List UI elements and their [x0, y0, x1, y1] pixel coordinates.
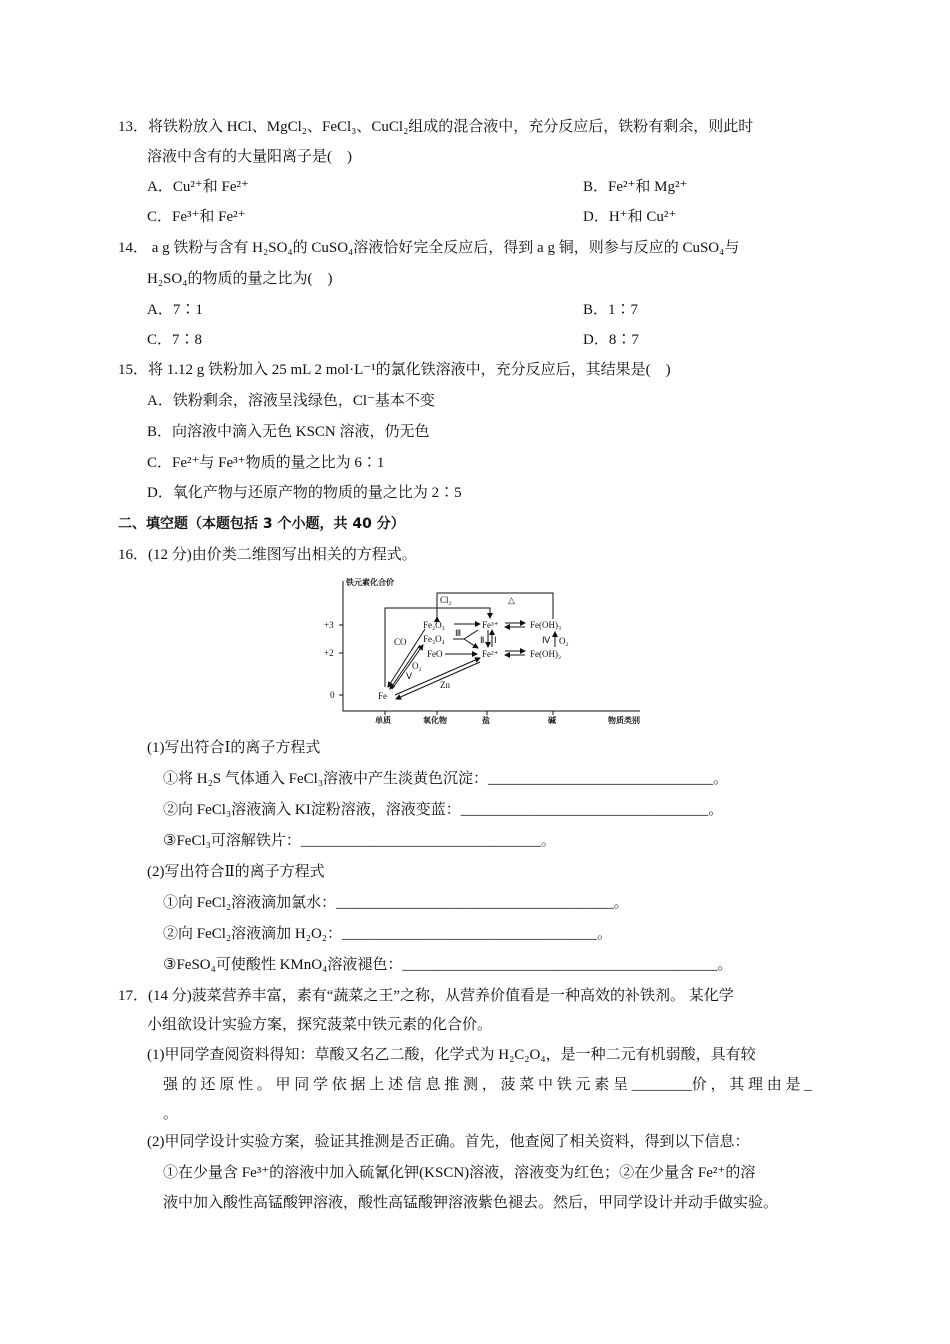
q15-option-a: A．铁粉剩余，溶液呈浅绿色，Cl⁻基本不变	[147, 393, 435, 409]
label-iv: Ⅳ	[542, 635, 551, 645]
q14-option-d: D．8∶7	[583, 332, 639, 348]
x-category: 单质	[375, 716, 391, 725]
q16-stem: 16．(12 分)由价类二维图写出相关的方程式。	[118, 547, 417, 563]
label-v: Ⅴ	[406, 671, 413, 681]
section-heading: 二、填空题（本题包括 3 个小题，共 40 分）	[118, 516, 405, 532]
y-tick: +3	[324, 620, 334, 630]
node-fe2: Fe²⁺	[482, 649, 499, 659]
q17-part2: 液中加入酸性高锰酸钾溶液，酸性高锰酸钾溶液紫色褪去。然后，甲同学设计并动手做实验。	[163, 1195, 779, 1211]
y-tick: 0	[330, 690, 335, 700]
q13-option-c: C．Fe³⁺和 Fe²⁺	[147, 209, 246, 225]
label-co: CO	[394, 637, 407, 647]
node-fe2o3: Fe₂O₃	[423, 620, 445, 630]
q15-option-b: B．向溶液中滴入无色 KSCN 溶液，仍无色	[147, 424, 430, 440]
q17-part1: 强 的 还 原 性 。 甲 同 学 依 据 上 述 信 息 推 测 ， 菠 菜 中 铁 元 素 呈 ________价 ， 其 理 由 是 _	[163, 1077, 812, 1093]
q16-part1-b: ②向 FeCl₃溶液滴入 KI淀粉溶液，溶液变蓝：_________________________________。	[163, 802, 724, 818]
label-i: Ⅰ	[494, 635, 497, 645]
label-cl2: Cl₂	[440, 595, 452, 605]
q17-part2: ①在少量含 Fe³⁺的溶液中加入硫氰化钾(KSCN)溶液，溶液变为红色；②在少量含 Fe²⁺的溶	[163, 1165, 756, 1181]
label-zn: Zn	[440, 680, 450, 690]
y-axis-label: 铁元素化合价	[346, 578, 394, 587]
q13-stem: 13．将铁粉放入 HCl、MgCl₂、FeCl₃、CuCl₂组成的混合液中，充分反应后，铁粉有剩余，则此时	[118, 119, 754, 135]
q17-part2: (2)甲同学设计实验方案，验证其推测是否正确。首先，他查阅了相关资料，得到以下信息：	[147, 1134, 750, 1150]
q16-part2-c: ③FeSO₄可使酸性 KMnO₄溶液褪色：__________________________________________。	[163, 957, 733, 973]
q13-stem: 溶液中含有的大量阳离子是( )	[147, 149, 352, 165]
x-axis-label: 物质类别	[608, 716, 640, 725]
q16-part1: (1)写出符合Ⅰ的离子方程式	[147, 740, 321, 756]
x-category: 盐	[482, 716, 490, 725]
q17-stem: 17．(14 分)菠菜营养丰富，素有“蔬菜之王”之称，从营养价值看是一种高效的补铁剂。 某化学	[118, 988, 734, 1004]
q13-option-a: A．Cu²⁺和 Fe²⁺	[147, 179, 249, 195]
q13-option-b: B．Fe²⁺和 Mg²⁺	[583, 179, 688, 195]
x-category: 氧化物	[423, 716, 447, 725]
q14-option-b: B．1∶7	[583, 302, 639, 318]
q16-part2: (2)写出符合Ⅱ的离子方程式	[147, 864, 325, 880]
x-category: 碱	[548, 716, 556, 725]
q16-part1-a: ①将 H₂S 气体通入 FeCl₃溶液中产生淡黄色沉淀：______________________________。	[163, 771, 729, 787]
q15-option-d: D．氧化产物与还原产物的物质的量之比为 2∶5	[147, 485, 462, 501]
q16-part2-b: ②向 FeCl₂溶液滴加 H₂O₂：__________________________________。	[163, 926, 613, 942]
node-fe: Fe	[378, 691, 387, 701]
q15-option-c: C．Fe²⁺与 Fe³⁺物质的量之比为 6∶1	[147, 455, 385, 471]
node-fe3o4: Fe₃O₄	[423, 634, 445, 644]
label-ii: Ⅱ	[480, 635, 485, 645]
q14-option-a: A．7∶1	[147, 302, 203, 318]
label-heat: △	[508, 595, 515, 605]
node-feoh3: Fe(OH)₃	[530, 620, 562, 630]
node-feoh2: Fe(OH)₂	[530, 649, 562, 659]
q16-part1-c: ③FeCl₃可溶解铁片：________________________________。	[163, 833, 556, 849]
q16-part2-a: ①向 FeCl₂溶液滴加氯水：_____________________________________。	[163, 895, 629, 911]
q17-stem: 小组欲设计实验方案，探究菠菜中铁元素的化合价。	[147, 1017, 493, 1033]
node-feo: FeO	[427, 649, 443, 659]
q15-stem: 15．将 1.12 g 铁粉加入 25 mL 2 mol·L⁻¹的氯化铁溶液中，充分反应后，其结果是( )	[118, 362, 671, 378]
label-iii: Ⅲ	[455, 628, 462, 638]
y-tick: +2	[324, 648, 334, 658]
label-o2: O₂	[412, 661, 422, 671]
node-fe3: Fe³⁺	[482, 620, 499, 630]
q14-stem: 14． a g 铁粉与含有 H₂SO₄的 CuSO₄溶液恰好完全反应后，得到 a g 铜，则参与反应的 CuSO₄与	[118, 240, 740, 256]
q17-part1: (1)甲同学查阅资料得知：草酸又名乙二酸，化学式为 H₂C₂O₄，是一种二元有机弱酸，具有较	[147, 1047, 756, 1063]
label-o2: O₂	[559, 636, 569, 646]
q17-part1: 。	[163, 1106, 179, 1122]
q14-stem: H₂SO₄的物质的量之比为( )	[147, 271, 333, 287]
q14-option-c: C．7∶8	[147, 332, 203, 348]
valence-class-diagram	[320, 575, 660, 730]
q13-option-d: D．H⁺和 Cu²⁺	[583, 209, 677, 225]
